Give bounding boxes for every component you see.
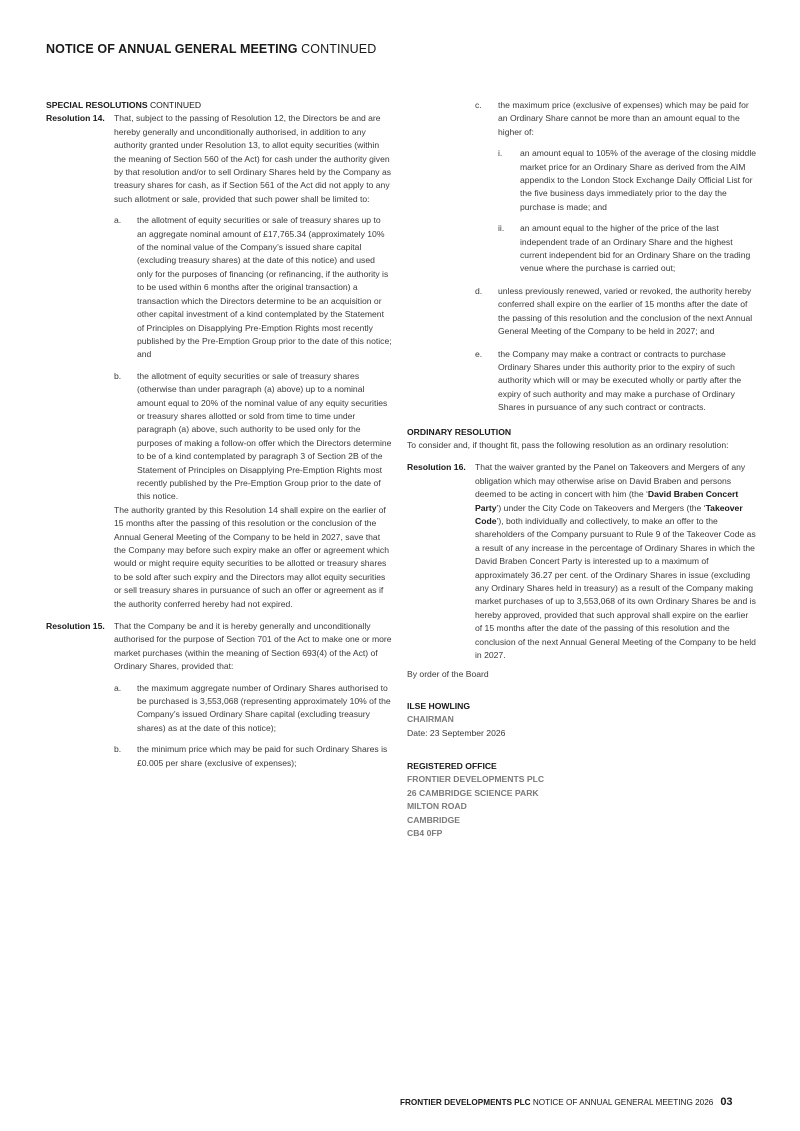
- left-column: [46, 99, 392, 775]
- resolution-label: Resolution 16.: [407, 462, 466, 473]
- resolution-closing: The authority granted by this Resolution 14 shall expire on the earlier of 15 months after the passing of this resolution or the conclusion of the Annual General Meeting of the Company to be held in 2027, save that the Company may before such expiry make an offer or agreement which would or might require equity securities to be allotted or treasury shares to be sold after such expiry and the Directors may allot equity securities or sell treasury shares in pursuance of such an offer or agreement as if the authority conferred hereby had not expired.: [114, 504, 389, 609]
- signatory-name: ILSE HOWLING: [407, 700, 471, 711]
- sub-list-text: an amount equal to the higher of the price of the last independent trade of an Ordinary Share and the highest current independent bid for an Ordinary Share on the trading venue where the purchase is carried out;: [520, 223, 751, 274]
- ordinary-resolution-heading: ORDINARY RESOLUTION: [407, 426, 512, 437]
- defined-term: Takeover Code: [475, 502, 743, 526]
- list-marker: b.: [114, 370, 122, 381]
- by-order-text: By order of the Board: [407, 669, 489, 680]
- sub-list-text: an amount equal to 105% of the average of the closing middle market price for an Ordinary Share as derived from the AIM appendix to the London Stock Exchange Daily Official List for the five business days immediately prior to the day the purchase is made; and: [520, 148, 757, 212]
- section-heading-bold: SPECIAL RESOLUTIONS: [46, 100, 148, 110]
- header-title-bold: NOTICE OF ANNUAL GENERAL MEETING: [46, 42, 298, 56]
- section-heading-continued: CONTINUED: [147, 100, 202, 110]
- list-text: the allotment of equity securities or sale of treasury shares up to an aggregate nominal amount of £17,765.34 (approximately 10% of the nominal value of the Company’s issued share capital (excluding treasury shares) at the date of this notice) and used only for the purposes of financing (or refinancing, if the authority is to be used within 6 months after the original transaction) a transaction which the Directors determine to be an acquisition or other capital investment of a kind contemplated by the Statement of Principles on Disapplying Pre-Emption Rights most recently published by the Pre-Emption Group prior to the date of this notice; and: [137, 215, 392, 360]
- list-item: [114, 743, 392, 770]
- list-text: the Company may make a contract or contracts to purchase Ordinary Shares under this authority prior to the expiry of such authority which will or may be executed wholly or partly after the expiry of such authority and may make a purchase of Ordinary Shares in pursuance of any such contract or contracts.: [498, 348, 742, 413]
- page-footer: [400, 1096, 733, 1108]
- defined-term: David Braben Concert Party: [475, 489, 739, 513]
- list-text-intro: the maximum price (exclusive of expenses) which may be paid for an Ordinary Share cannot be more than an amount equal to the higher of:: [498, 100, 749, 137]
- list-text: [498, 99, 757, 276]
- resolution-label: Resolution 15.: [46, 621, 105, 632]
- resolution-14: [46, 112, 392, 611]
- office-line: 26 CAMBRIDGE SCIENCE PARK: [407, 787, 539, 798]
- resolution-text: ’), both individually and collectively, to make an offer to the shareholders of the Company pursuant to Rule 9 of the Takeover Code as a result of any increase in the percentage of Ordinary Shares in which the David Braben Concert Party is interested up to a maximum of approximately 36.27 per cent. of the Ordinary Shares in issue (excluding any Ordinary Shares held in treasury) as a result of the Company making market purchases of up to 3,553,068 of its own Ordinary Shares be and is hereby approved, provided that such approval shall expire on the earlier of 15 months after the date of the passing of this resolution and the conclusion of the next Annual General Meeting of the Company to be held in 2027.: [475, 515, 756, 661]
- resolution-16: [407, 461, 757, 662]
- page-header: [46, 42, 376, 56]
- office-line: CAMBRIDGE: [407, 814, 460, 825]
- resolution-body: [475, 461, 757, 662]
- footer-company: FRONTIER DEVELOPMENTS PLC: [400, 1098, 531, 1107]
- header-title-continued: CONTINUED: [297, 42, 377, 56]
- section-heading: [46, 99, 392, 112]
- list-text: the maximum aggregate number of Ordinary Shares authorised to be purchased is 3,553,068 (representing approximately 10% of the Company’s issued Ordinary Share capital (excluding treasury shares) as at the date of this notice);: [137, 682, 391, 733]
- list-marker: b.: [114, 744, 122, 755]
- list-marker: a.: [114, 682, 122, 693]
- resolution-text: That the waiver granted by the Panel on Takeovers and Mergers of any obligation which may otherwise arise on David Braben and persons deemed to be acting in concert with him (the ‘: [475, 462, 746, 500]
- footer-document-title: NOTICE OF ANNUAL GENERAL MEETING 2026: [530, 1098, 714, 1107]
- list-item: [114, 370, 392, 504]
- sub-list-item: [498, 147, 757, 214]
- list-text: unless previously renewed, varied or revoked, the authority hereby conferred shall expire on the earlier of 15 months after the date of the passing of this resolution and the conclusion of the next Annual General Meeting of the Company to be held in 2027; and: [498, 285, 753, 337]
- resolution-intro: That, subject to the passing of Resolution 12, the Directors be and are hereby generally and unconditionally authorised, in addition to any authority granted under Resolution 13, to allot equity securities (within the meaning of Section 560 of the Act) for cash under the authority given by that resolution and/or to sell Ordinary Shares held by the Company as treasury shares for cash, as if Section 561 of the Act did not apply to any such allotment or sale, provided that such power shall be limited to:: [114, 113, 392, 204]
- signature-date: Date: 23 September 2026: [407, 727, 506, 738]
- list-item: [114, 214, 392, 361]
- sub-list-marker: i.: [498, 148, 503, 159]
- resolution-body: [114, 112, 392, 611]
- list-item: [475, 348, 757, 415]
- list-marker: c.: [475, 100, 482, 110]
- right-column: [407, 99, 757, 841]
- list-item: [475, 285, 757, 339]
- resolution-text: ’) under the City Code on Takeovers and Mergers (the ‘: [496, 502, 706, 513]
- list-item: [475, 99, 757, 276]
- list-marker: e.: [475, 348, 483, 359]
- page-number: 03: [720, 1096, 733, 1108]
- signatory-title: CHAIRMAN: [407, 714, 454, 725]
- resolution-15: [46, 620, 392, 770]
- list-marker: a.: [114, 215, 122, 226]
- list-text: the allotment of equity securities or sale of treasury shares (otherwise than under paragraph (a) above) up to a nominal amount equal to 20% of the nominal value of any equity securities or treasury shares allotted or sold from time to time under paragraph (a) above, such authority to be used only for the purposes of making a follow-on offer which the Directors determine to be of a kind contemplated by paragraph 3 of Section 2B of the Statement of Principles on Disapplying Pre-Emption Rights most recently published by the Pre-Emption Group prior to the date of this notice.: [137, 370, 392, 502]
- ordinary-resolution-intro: To consider and, if thought fit, pass the following resolution as an ordinary resolution:: [407, 439, 729, 450]
- office-line: CB4 0FP: [407, 828, 443, 839]
- resolution-intro: That the Company be and it is hereby generally and unconditionally authorised for the purpose of Section 701 of the Act to make one or more market purchases (within the meaning of Section 693(4) of the Act) of Ordinary Shares, provided that:: [114, 621, 392, 672]
- sub-list-marker: ii.: [498, 223, 505, 234]
- office-line: MILTON ROAD: [407, 801, 467, 812]
- office-line: FRONTIER DEVELOPMENTS PLC: [407, 774, 545, 785]
- sub-list-item: [498, 222, 757, 276]
- resolution-body: [114, 620, 392, 770]
- list-item: [114, 682, 392, 736]
- registered-office-heading: REGISTERED OFFICE: [407, 761, 497, 772]
- list-text: the minimum price which may be paid for such Ordinary Shares is £0.005 per share (exclusive of expenses);: [137, 744, 388, 768]
- resolution-label: Resolution 14.: [46, 113, 105, 124]
- list-marker: d.: [475, 285, 483, 296]
- resolution-15-continued: [407, 99, 757, 415]
